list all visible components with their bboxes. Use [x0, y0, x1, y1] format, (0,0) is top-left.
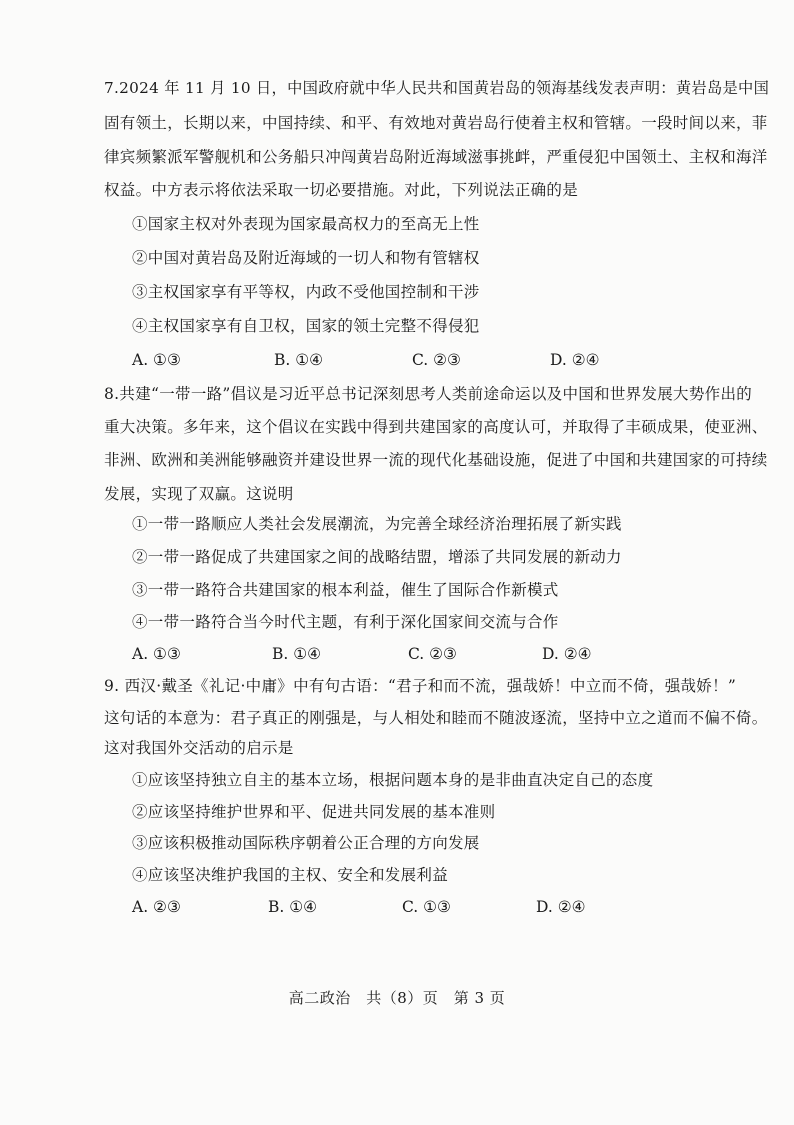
q7-choice-d: D. ②④ — [550, 351, 600, 369]
q9-option-1: ①应该坚持独立自主的基本立场，根据问题本身的是非曲直决定自己的态度 — [132, 771, 654, 789]
q9-stem-line-2: 这句话的本意为：君子真正的刚强是，与人相处和睦而不随波逐流，坚持中立之道而不偏不倚。 — [104, 709, 768, 727]
q7-choice-a: A. ①③ — [132, 351, 181, 369]
q8-option-1: ①一带一路顺应人类社会发展潮流，为完善全球经济治理拓展了新实践 — [132, 515, 622, 533]
q7-stem-line-3: 律宾频繁派军警舰机和公务船只冲闯黄岩岛附近海域滋事挑衅，严重侵犯中国领土、主权和海洋 — [104, 148, 768, 166]
q7-option-4: ④主权国家享有自卫权，国家的领土完整不得侵犯 — [132, 317, 480, 335]
q7-choice-c: C. ②③ — [412, 351, 461, 369]
q9-stem-line-3: 这对我国外交活动的启示是 — [104, 739, 294, 757]
q8-option-2: ②一带一路促成了共建国家之间的战略结盟，增添了共同发展的新动力 — [132, 548, 622, 566]
q7-choice-b: B. ①④ — [274, 351, 324, 369]
q8-option-4: ④一带一路符合当今时代主题，有利于深化国家间交流与合作 — [132, 613, 559, 631]
q7-stem-line-2: 固有领土，长期以来，中国持续、和平、有效地对黄岩岛行使着主权和管辖。一段时间以来，菲 — [104, 114, 768, 132]
q8-choices — [132, 643, 652, 665]
q8-choice-c: C. ②③ — [408, 645, 457, 663]
q9-option-3: ③应该积极推动国际秩序朝着公正合理的方向发展 — [132, 834, 480, 852]
page-footer: 高二政治 共（8）页 第 3 页 — [288, 989, 506, 1007]
q7-stem-line-4: 权益。中方表示将依法采取一切必要措施。对此，下列说法正确的是 — [104, 181, 579, 199]
q8-choice-a: A. ①③ — [132, 645, 181, 663]
q9-choice-a: A. ②③ — [132, 898, 181, 916]
q7-choices — [132, 349, 652, 371]
q7-option-2: ②中国对黄岩岛及附近海域的一切人和物有管辖权 — [132, 249, 480, 267]
q7-option-3: ③主权国家享有平等权，内政不受他国控制和干涉 — [132, 283, 480, 301]
q8-stem-line-2: 重大决策。多年来，这个倡议在实践中得到共建国家的高度认可，并取得了丰硕成果，使亚洲、 — [104, 418, 768, 436]
q8-stem-line-1: 8.共建“一带一路”倡议是习近平总书记深刻思考人类前途命运以及中国和世界发展大势作出的 — [104, 385, 753, 403]
q8-option-3: ③一带一路符合共建国家的根本利益，催生了国际合作新模式 — [132, 581, 559, 599]
q8-choice-d: D. ②④ — [542, 645, 592, 663]
q9-choice-c: C. ①③ — [402, 898, 451, 916]
q9-option-4: ④应该坚决维护我国的主权、安全和发展利益 — [132, 866, 449, 884]
q7-option-1: ①国家主权对外表现为国家最高权力的至高无上性 — [132, 215, 480, 233]
q9-choice-d: D. ②④ — [536, 898, 586, 916]
q9-choices — [132, 896, 652, 918]
q8-choice-b: B. ①④ — [272, 645, 322, 663]
q8-stem-line-3: 非洲、欧洲和美洲能够融资并建设世界一流的现代化基础设施，促进了中国和共建国家的可持续 — [104, 451, 768, 469]
q7-stem-line-1: 7.2024 年 11 月 10 日，中国政府就中华人民共和国黄岩岛的领海基线发表声明：黄岩岛是中国 — [104, 79, 770, 97]
q9-choice-b: B. ①④ — [268, 898, 318, 916]
q9-stem-line-1: 9. 西汉·戴圣《礼记·中庸》中有句古语：“君子和而不流，强哉娇！中立而不倚，强哉娇！” — [104, 677, 737, 695]
q9-option-2: ②应该坚持维护世界和平、促进共同发展的基本准则 — [132, 803, 496, 821]
q8-stem-line-4: 发展，实现了双赢。这说明 — [104, 485, 294, 503]
